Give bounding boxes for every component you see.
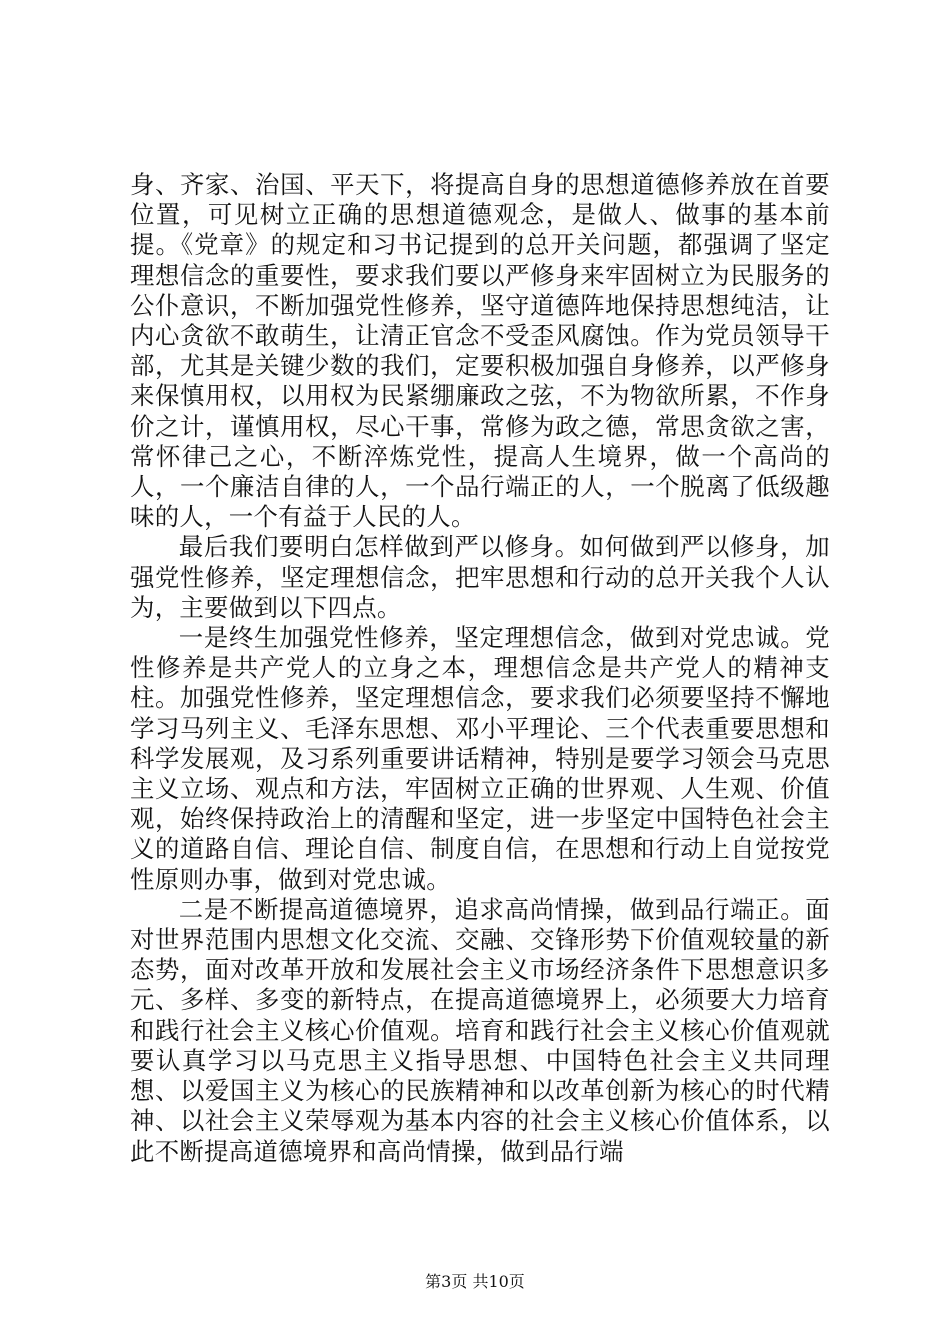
document-body: [130, 170, 830, 1167]
paragraph: 二是不断提高道德境界，追求高尚情操，做到品行端正。面对世界范围内思想文化交流、交融、交锋形势下价值观较量的新态势，面对改革开放和发展社会主义市场经济条件下思想意识多元、多样、多变的新特点，在提高道德境界上，必须要大力培育和践行社会主义核心价值观。培育和践行社会主义核心价值观就要认真学习以马克思主义指导思想、中国特色社会主义共同理想、以爱国主义为核心的民族精神和以改革创新为核心的时代精神、以社会主义荣辱观为基本内容的社会主义核心价值体系，以此不断提高道德境界和高尚情操，做到品行端: [130, 894, 830, 1166]
paragraph: 最后我们要明白怎样做到严以修身。如何做到严以修身，加强党性修养，坚定理想信念，把牢思想和行动的总开关我个人认为，主要做到以下四点。: [130, 532, 830, 622]
paragraph: 身、齐家、治国、平天下，将提高自身的思想道德修养放在首要位置，可见树立正确的思想道德观念，是做人、做事的基本前提。《党章》的规定和习书记提到的总开关问题，都强调了坚定理想信念的重要性，要求我们要以严修身来牢固树立为民服务的公仆意识，不断加强党性修养，坚守道德阵地保持思想纯洁，让内心贪欲不敢萌生，让清正官念不受歪风腐蚀。作为党员领导干部，尤其是关键少数的我们，定要积极加强自身修养，以严修身来保慎用权，以用权为民紧绷廉政之弦，不为物欲所累，不作身价之计，谨慎用权，尽心干事，常修为政之德，常思贪欲之害，常怀律己之心，不断淬炼党性，提高人生境界，做一个高尚的人，一个廉洁自律的人，一个品行端正的人，一个脱离了低级趣味的人，一个有益于人民的人。: [130, 170, 830, 532]
page-number-footer: 第3页 共10页: [425, 1272, 525, 1291]
paragraph: 一是终生加强党性修养，坚定理想信念，做到对党忠诚。党性修养是共产党人的立身之本，理想信念是共产党人的精神支柱。加强党性修养，坚定理想信念，要求我们必须要坚持不懈地学习马列主义、毛泽东思想、邓小平理论、三个代表重要思想和科学发展观，及习系列重要讲话精神，特别是要学习领会马克思主义立场、观点和方法，牢固树立正确的世界观、人生观、价值观，始终保持政治上的清醒和坚定，进一步坚定中国特色社会主义的道路自信、理论自信、制度自信，在思想和行动上自觉按党性原则办事，做到对党忠诚。: [130, 623, 830, 894]
